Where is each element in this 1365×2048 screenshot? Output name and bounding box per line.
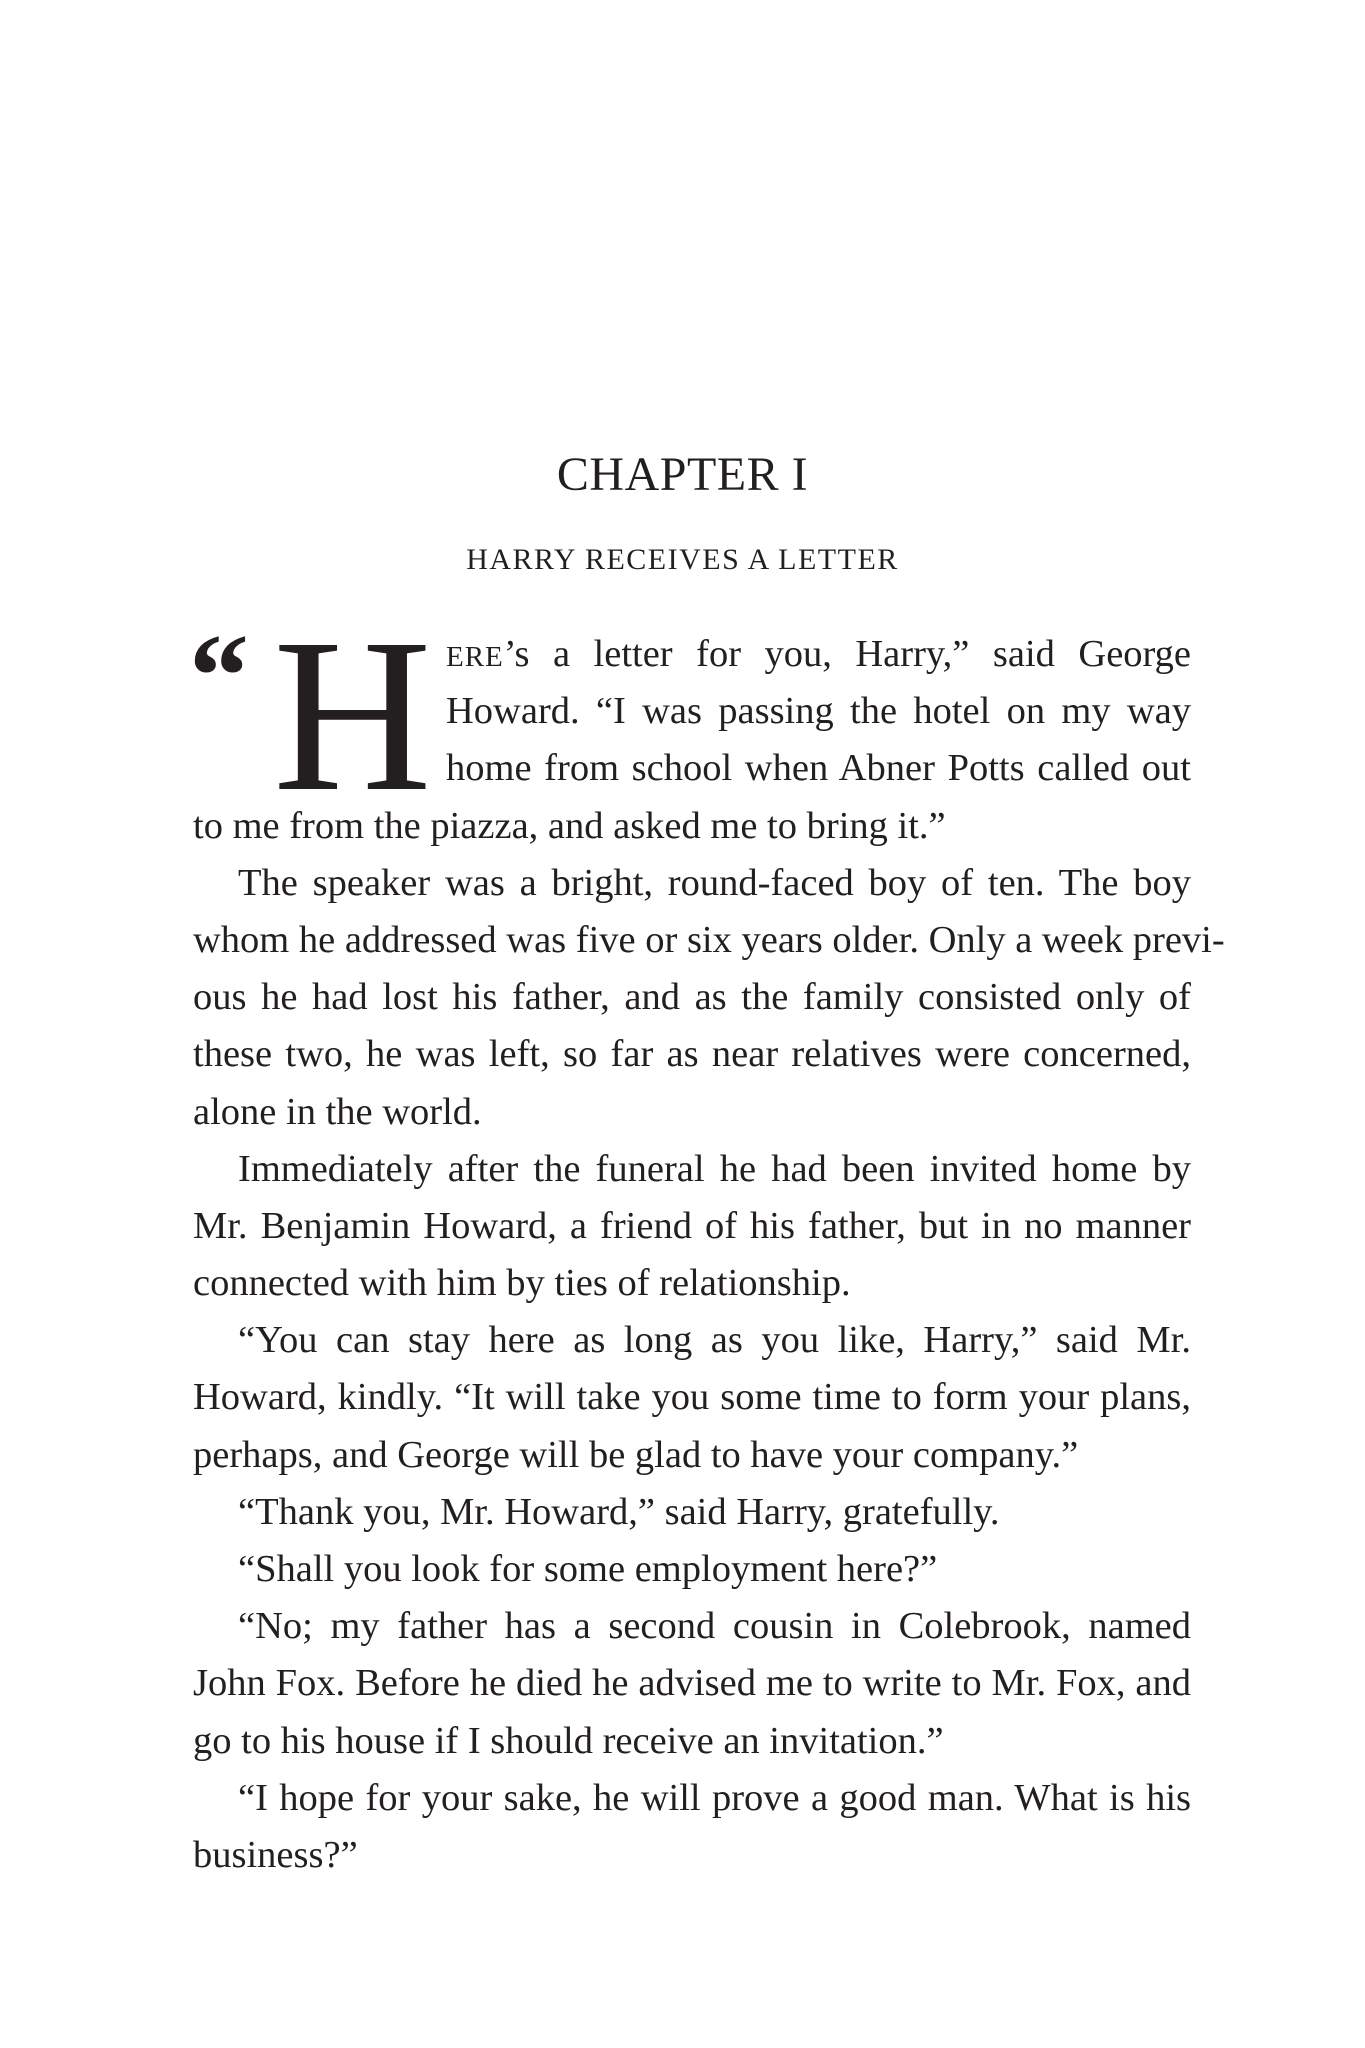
text-line: “No; my father has a second cousin in Colebrook, named bbox=[238, 1605, 1191, 1648]
text-line: connected with him by ties of relationship. bbox=[193, 1262, 851, 1305]
text-line: Mr. Benjamin Howard, a friend of his father, but in no manner bbox=[193, 1204, 1191, 1247]
text-line: Immediately after the funeral he had been invited home by bbox=[238, 1147, 1191, 1190]
chapter-body bbox=[189, 593, 1225, 1884]
text-line: “Thank you, Mr. Howard,” said Harry, gratefully. bbox=[238, 1490, 1000, 1533]
text-line: ous he had lost his father, and as the family consisted only of bbox=[193, 976, 1191, 1019]
text-line-rest: ’s a letter for you, Harry,” said George bbox=[503, 633, 1191, 675]
text-line: perhaps, and George will be glad to have your company.” bbox=[193, 1433, 1079, 1476]
text-line: business?” bbox=[193, 1833, 358, 1876]
text-line: Howard, kindly. “It will take you some time to form your plans, bbox=[193, 1376, 1191, 1419]
text-line: “Shall you look for some employment here?” bbox=[238, 1548, 938, 1591]
text-line: go to his house if I should receive an invitation.” bbox=[193, 1719, 944, 1762]
text-line: “I hope for your sake, he will prove a good man. What is his bbox=[238, 1776, 1191, 1819]
text-line: whom he addressed was five or six years older. Only a week previ- bbox=[193, 918, 1225, 961]
text-line: John Fox. Before he died he advised me to write to Mr. Fox, and bbox=[193, 1662, 1191, 1705]
dropcap-text-lines bbox=[446, 626, 1191, 798]
smallcaps-text: ERE bbox=[446, 641, 504, 673]
text-line: to me from the piazza, and asked me to bring it.” bbox=[193, 804, 946, 847]
text-line: alone in the world. bbox=[193, 1090, 482, 1133]
text-line: Howard. “I was passing the hotel on my way bbox=[446, 690, 1191, 733]
chapter-title: CHAPTER I bbox=[556, 448, 809, 501]
dropcap-quote-mark: “ bbox=[189, 609, 249, 742]
text-line: home from school when Abner Potts called out bbox=[446, 747, 1191, 790]
chapter-subtitle: HARRY RECEIVES A LETTER bbox=[466, 543, 899, 576]
text-line bbox=[446, 626, 1191, 683]
text-line: “You can stay here as long as you like, Harry,” said Mr. bbox=[238, 1319, 1191, 1362]
dropcap-letter: H bbox=[273, 593, 432, 837]
text-line: The speaker was a bright, round-faced boy of ten. The boy bbox=[238, 861, 1191, 904]
text-line: these two, he was left, so far as near relatives were concerned, bbox=[193, 1033, 1191, 1076]
